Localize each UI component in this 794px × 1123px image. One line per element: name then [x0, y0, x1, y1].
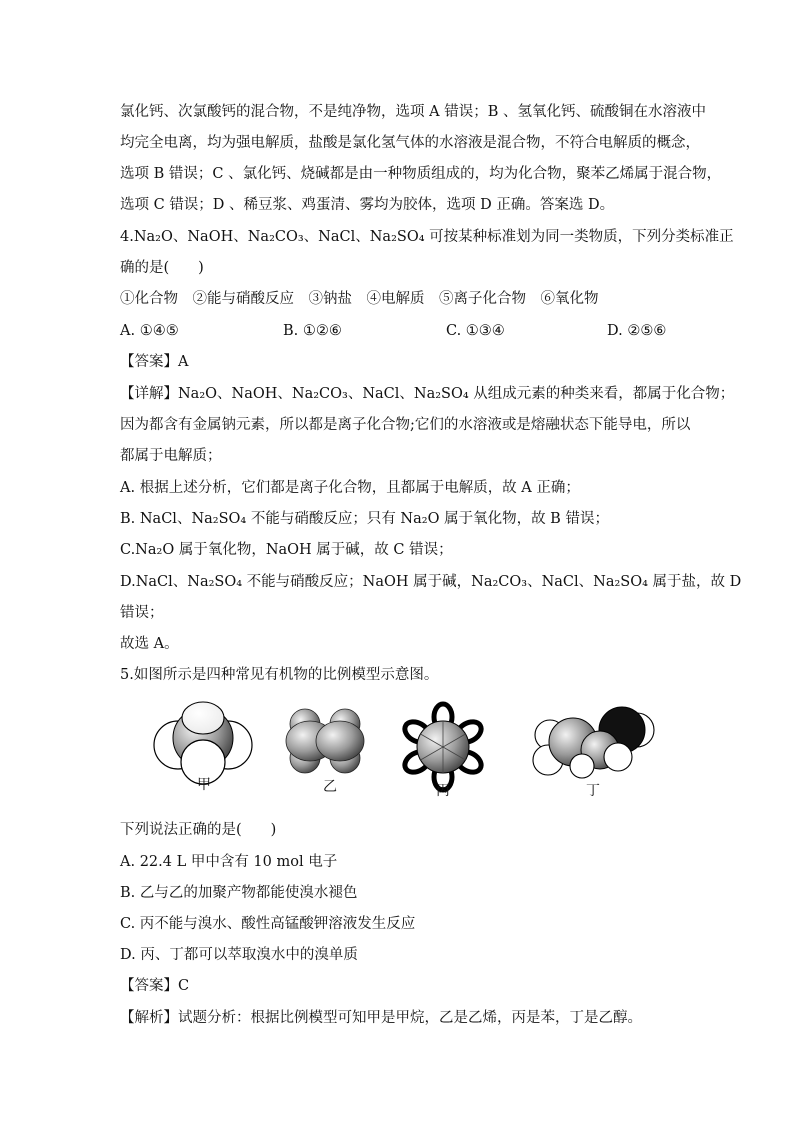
q4-explanation: 错误； [120, 605, 164, 621]
text-line: 选项 C 错误；D 、稀豆浆、鸡蛋清、雾均为胶体，选项 D 正确。答案选 D。 [120, 197, 615, 213]
q4-option-b: B. ①②⑥ [283, 323, 342, 339]
q4-explanation: D.NaCl、Na₂SO₄ 不能与硝酸反应；NaOH 属于碱，Na₂CO₃、NaCl、Na₂SO₄ 属于盐，故 D [120, 574, 742, 590]
q5-option-b: B. 乙与乙的加聚产物都能使溴水褪色 [120, 885, 358, 901]
text-line: 均完全电离，均为强电解质，盐酸是氯化氢气体的水溶液是混合物，不符合电解质的概念， [120, 135, 700, 151]
question-4-criteria: ①化合物 ②能与硝酸反应 ③钠盐 ④电解质 ⑤离子化合物 ⑥氧化物 [120, 291, 599, 307]
q4-explanation: 【详解】Na₂O、NaOH、Na₂CO₃、NaCl、Na₂SO₄ 从组成元素的种类来看，都属于化合物； [120, 386, 735, 402]
q5-analysis: 【解析】试题分析：根据比例模型可知甲是甲烷，乙是乙烯，丙是苯，丁是乙醇。 [120, 1010, 642, 1026]
q4-option-c: C. ①③④ [446, 323, 505, 339]
q5-option-d: D. 丙、丁都可以萃取溴水中的溴单质 [120, 947, 358, 963]
q5-option-a: A. 22.4 L 甲中含有 10 mol 电子 [120, 854, 338, 870]
question-4-stem: 确的是( ) [120, 260, 204, 276]
methane-model [154, 702, 252, 784]
q4-explanation: C.Na₂O 属于氧化物，NaOH 属于碱，故 C 错误； [120, 542, 453, 558]
figure-label-ding: 丁 [586, 783, 600, 799]
question-5-prompt: 下列说法正确的是( ) [120, 822, 277, 838]
benzene-model [401, 704, 484, 790]
figure-label-bing: 丙 [436, 783, 450, 799]
ethylene-model [286, 709, 364, 773]
q4-explanation: A. 根据上述分析，它们都是离子化合物，且都属于电解质，故 A 正确； [120, 480, 580, 496]
text-line: 选项 B 错误；C 、氯化钙、烧碱都是由一种物质组成的，均为化合物，聚苯乙烯属于混合物， [120, 166, 722, 182]
q5-answer: 【答案】C [120, 978, 190, 994]
q5-option-c: C. 丙不能与溴水、酸性高锰酸钾溶液发生反应 [120, 916, 416, 932]
q4-option-d: D. ②⑤⑥ [607, 323, 667, 339]
figure-label-jia: 甲 [197, 777, 211, 793]
q4-option-a: A. ①④⑤ [120, 323, 179, 339]
figure-label-yi: 乙 [323, 779, 337, 795]
text-line: 氯化钙、次氯酸钙的混合物，不是纯净物，选项 A 错误；B 、氢氧化钙、硫酸铜在水溶液中 [120, 104, 706, 120]
q4-explanation: B. NaCl、Na₂SO₄ 不能与硝酸反应；只有 Na₂O 属于氧化物，故 B 错误； [120, 511, 609, 527]
question-4-stem: 4.Na₂O、NaOH、Na₂CO₃、NaCl、Na₂SO₄ 可按某种标准划为同一类物质，下列分类标准正 [120, 229, 734, 245]
q4-explanation: 故选 A。 [120, 636, 179, 652]
q4-explanation: 都属于电解质； [120, 448, 222, 464]
ethanol-model [533, 707, 654, 778]
q4-answer: 【答案】A [120, 354, 189, 370]
q4-explanation: 因为都含有金属钠元素，所以都是离子化合物;它们的水溶液或是熔融状态下能导电，所以 [120, 417, 691, 433]
question-5-stem: 5.如图所示是四种常见有机物的比例模型示意图。 [120, 667, 439, 683]
molecule-models-figure [140, 700, 670, 805]
